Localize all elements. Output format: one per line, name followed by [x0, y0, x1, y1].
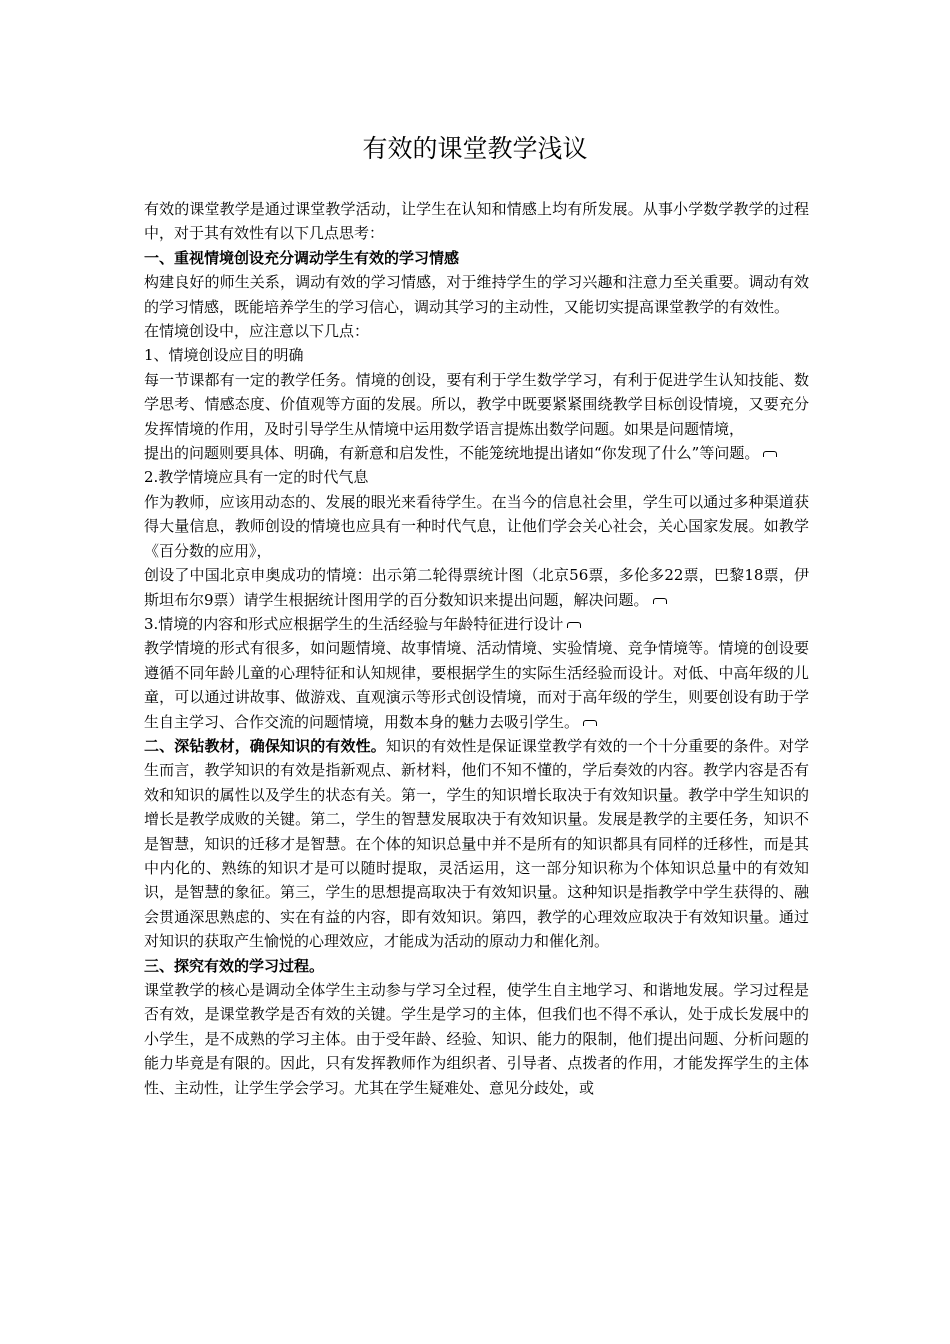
paragraph: [144, 636, 809, 734]
document-title: 有效的课堂教学浅议: [362, 134, 588, 163]
section-3-heading: 三、探究有效的学习过程。: [144, 956, 325, 975]
paragraph-text: 提出的问题则要具体、明确，有新意和启发性，不能笼统地提出诸如“你发现了什么”等问题。: [144, 444, 760, 463]
subheading-1: 1、情境创设应目的明确: [144, 346, 304, 365]
subheading-text: 3.情境的内容和形式应根据学生的生活经验与年龄特征进行设计: [144, 614, 564, 633]
paragraph-text: 创设了中国北京申奥成功的情境：出示第二轮得票统计图（北京56票，多伦多22票，巴黎18票，伊斯坦布尔9票）请学生根据统计图用学的百分数知识来提出问题，解决问题。: [144, 566, 809, 609]
paragraph-mark-icon: [583, 720, 597, 726]
paragraph-text: 知识的有效性是保证课堂教学有效的一个十分重要的条件。对学生而言，教学知识的有效是指新观点、新材料，他们不知不懂的，学后奏效的内容。教学内容是否有效和知识的属性以及学生的状态有关。第一，学生的知识增长取决于有效知识量。教学中学生知识的增长是教学成败的关键。第二，学生的智慧发展取决于有效知识量。发展是教学的主要任务，知识不是智慧，知识的迁移才是智慧。在个体的知识总量中并不是所有的知识都具有同样的迁移性，而是其中内化的、熟练的知识才是可以随时提取，灵活运用，这一部分知识称为个体知识总量中的有效知识，是智慧的象征。第三，学生的思想提高取决于有效知识量。这种知识是指教学中学生获得的、融会贯通深思熟虑的、实在有益的内容，即有效知识。第四，教学的心理效应取决于有效知识量。通过对知识的获取产生愉悦的心理效应，才能成为活动的原动力和催化剂。: [144, 736, 809, 951]
paragraph: 构建良好的师生关系，调动有效的学习情感，对于维持学生的学习兴趣和注意力至关重要。调动有效的学习情感，既能培养学生的学习信心，调动其学习的主动性，又能切实提高课堂教学的有效性。: [144, 273, 809, 316]
paragraph-mark-icon: [567, 622, 581, 628]
paragraph-mark-icon: [763, 451, 777, 457]
paragraph-text: 教学情境的形式有很多，如问题情境、故事情境、活动情境、实验情境、竞争情境等。情境的创设要遵循不同年龄儿童的心理特征和认知规律，要根据学生的实际生活经验而设计。对低、中高年级的儿童，可以通过讲故事、做游戏、直观演示等形式创设情境，而对于高年级的学生，则要创设有助于学生自主学习、合作交流的问题情境，用数本身的魅力去吸引学生。: [144, 639, 809, 731]
paragraph-mark-icon: [653, 598, 667, 604]
section-2-paragraph: [144, 734, 809, 954]
subheading-3: [144, 612, 809, 636]
intro-paragraph: 有效的课堂教学是通过课堂教学活动，让学生在认知和情感上均有所发展。从事小学数学教学的过程中，对于其有效性有以下几点思考：: [144, 200, 809, 243]
paragraph: 作为教师，应该用动态的、发展的眼光来看待学生。在当今的信息社会里，学生可以通过多种渠道获得大量信息，教师创设的情境也应具有一种时代气息，让他们学会关心社会，关心国家发展。如教学《百分数的应用》，: [144, 492, 809, 560]
paragraph: 课堂教学的核心是调动全体学生主动参与学习全过程，使学生自主地学习、和谐地发展。学习过程是否有效，是课堂教学是否有效的关键。学生是学习的主体，但我们也不得不承认，处于成长发展中的小学生，是不成熟的学习主体。由于受年龄、经验、知识、能力的限制，他们提出问题、分析问题的能力毕竟是有限的。因此，只有发挥教师作为组织者、引导者、点拨者的作用，才能发挥学生的主体性、主动性，让学生学会学习。尤其在学生疑难处、意见分歧处，或: [144, 981, 809, 1097]
section-2-heading: 二、深钻教材，确保知识的有效性。: [144, 736, 386, 755]
document-body: [144, 197, 809, 1100]
paragraph: [144, 563, 809, 612]
paragraph: [144, 441, 809, 465]
section-1-heading: 一、重视情境创设充分调动学生有效的学习情感: [144, 248, 460, 267]
paragraph: 每一节课都有一定的教学任务。情境的创设，要有利于学生数学学习，有利于促进学生认知技能、数学思考、情感态度、价值观等方面的发展。所以，教学中既要紧紧围绕教学目标创设情境，又要充分发挥情境的作用，及时引导学生从情境中运用数学语言提炼出数学问题。如果是问题情境，: [144, 370, 809, 438]
subheading-2: 2.教学情境应具有一定的时代气息: [144, 468, 369, 487]
paragraph: 在情境创设中，应注意以下几点：: [144, 322, 370, 341]
